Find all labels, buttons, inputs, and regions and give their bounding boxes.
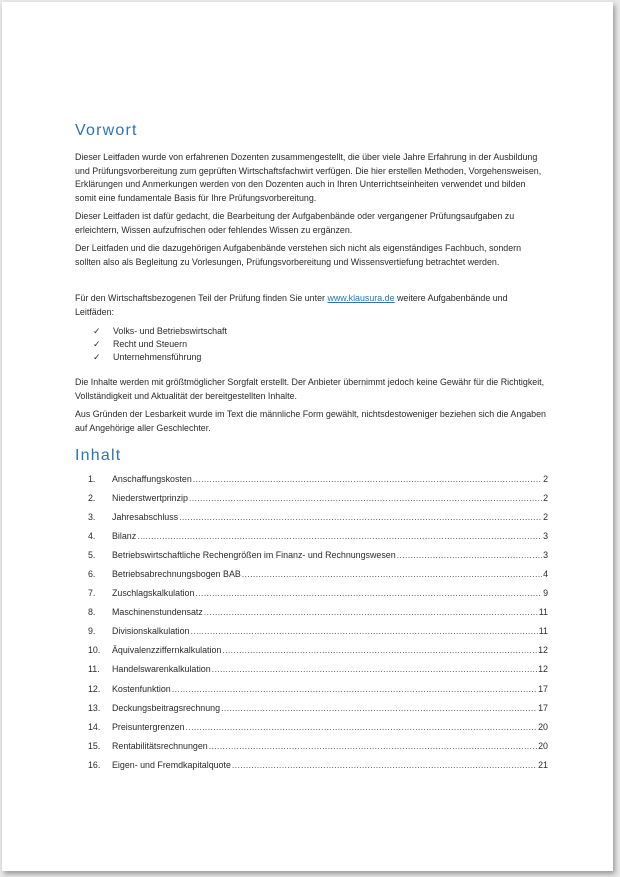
vorwort-heading: Vorwort — [75, 122, 138, 139]
toc-leader — [232, 756, 537, 775]
toc-page-number: 20 — [538, 740, 548, 751]
toc-number: 12. — [88, 683, 101, 694]
toc-leader — [172, 680, 537, 699]
vorwort-paragraph-1: Dieser Leitfaden wurde von erfahrenen Dozenten zusammengestellt, die über viele Jahre Erfahrung in der Ausbildung und Prüfungsvorbereitung zum geprüften Wirtschaftsfachwirt verfügen. Die hier erstellen Methoden, Vorgehensweisen, Erklärungen und Anmerkungen werden von den Dozenten auch in Ihren Unterrichtseinheiten verwendet und bilden somit eine fundamentale Basis für Ihre Prüfungsvorbereitung. — [75, 152, 542, 203]
toc-number: 2. — [88, 493, 96, 504]
toc-title: Divisionskalkulation — [112, 626, 190, 637]
toc-number: 8. — [88, 607, 96, 618]
toc-leader — [242, 565, 542, 584]
toc-entry[interactable] — [75, 699, 548, 718]
toc-title: Handelswarenkalkulation — [112, 664, 211, 675]
toc-entry[interactable] — [75, 565, 548, 584]
toc-entry[interactable] — [75, 641, 548, 660]
toc-page-number: 3 — [543, 550, 548, 561]
toc-title: Betriebswirtschaftliche Rechengrößen im Finanz- und Rechnungswesen — [112, 550, 396, 561]
toc-page-number: 9 — [543, 588, 548, 599]
gender-note-paragraph: Aus Gründen der Lesbarkeit wurde im Text die männliche Form gewählt, nichtsdestoweniger beziehen sich die Angaben auf Angehörige aller Geschlechter. — [75, 409, 546, 433]
toc-number: 3. — [88, 512, 96, 523]
toc-page-number: 2 — [543, 512, 548, 523]
checklist — [75, 325, 548, 364]
disclaimer-paragraph: Die Inhalte werden mit größtmöglicher Sorgfalt erstellt. Der Anbieter übernimmt jedoch keine Gewähr für die Richtigkeit, Vollständigkeit und Aktualität der bereitgestellten Inhalte. — [75, 377, 545, 401]
toc-leader — [222, 641, 537, 660]
list-item-label: Recht und Steuern — [113, 339, 188, 349]
toc-page-number: 11 — [538, 607, 548, 618]
toc-number: 10. — [88, 645, 101, 656]
toc-page-number: 2 — [543, 493, 548, 504]
toc-title: Maschinenstundensatz — [112, 607, 203, 618]
toc-number: 7. — [88, 588, 96, 599]
toc-number: 15. — [88, 740, 101, 751]
toc-leader — [221, 699, 537, 718]
toc-leader — [189, 489, 542, 508]
toc-entry[interactable] — [75, 718, 548, 737]
link-paragraph — [75, 292, 548, 319]
toc-title: Äquivalenzziffernkalkulation — [112, 645, 222, 656]
list-item — [75, 338, 548, 351]
toc-number: 16. — [88, 759, 101, 770]
toc-page-number: 20 — [538, 721, 548, 732]
toc-title: Kostenfunktion — [112, 683, 171, 694]
toc-title: Betriebsabrechnungsbogen BAB — [112, 569, 241, 580]
toc-leader — [195, 584, 542, 603]
inhalt-heading: Inhalt — [75, 447, 122, 464]
toc-entry[interactable] — [75, 584, 548, 603]
toc-number: 9. — [88, 626, 96, 637]
toc-title: Bilanz — [112, 531, 137, 542]
checkmark-icon: ✓ — [93, 352, 101, 362]
toc-entry[interactable] — [75, 756, 548, 775]
page-content — [75, 120, 548, 775]
toc-number: 1. — [88, 474, 96, 484]
link-sentence-before: Für den Wirtschaftsbezogenen Teil der Prüfung finden Sie unter — [75, 293, 328, 303]
toc-page-number: 3 — [543, 531, 548, 542]
toc-page-number: 17 — [538, 702, 548, 713]
toc-title: Eigen- und Fremdkapitalquote — [112, 759, 231, 770]
toc-page-number: 4 — [543, 569, 548, 580]
toc-title: Anschaffungskosten — [112, 474, 192, 484]
document-page — [2, 2, 613, 871]
toc-entry[interactable] — [75, 470, 548, 489]
toc-entry[interactable] — [75, 603, 548, 622]
toc-title: Jahresabschluss — [112, 512, 179, 523]
toc-page-number: 12 — [538, 664, 548, 675]
toc-number: 6. — [88, 569, 96, 580]
toc-entry[interactable] — [75, 489, 548, 508]
toc-number: 5. — [88, 550, 96, 561]
toc-entry[interactable] — [75, 527, 548, 546]
toc-number: 11. — [88, 664, 100, 675]
toc-title: Preisuntergrenzen — [112, 721, 185, 732]
toc-page-number: 17 — [538, 683, 548, 694]
list-item — [75, 325, 548, 338]
toc-number: 13. — [88, 702, 101, 713]
toc-page-number: 12 — [538, 645, 548, 656]
vorwort-paragraph-3: Der Leitfaden und die dazugehörigen Aufgabenbände verstehen sich nicht als eigenständiges Fachbuch, sondern sollten also als Begleitung zu Vorlesungen, Prüfungsvorbereitung und Wissensvertiefung betrachtet werden. — [75, 243, 522, 267]
toc-page-number: 11 — [538, 626, 548, 637]
toc-leader — [193, 470, 542, 489]
toc-leader — [190, 622, 537, 641]
list-item-label: Unternehmensführung — [113, 352, 202, 362]
checkmark-icon: ✓ — [93, 326, 101, 336]
toc-title: Rentabilitätsrechnungen — [112, 740, 208, 751]
toc-leader — [212, 660, 537, 679]
klausura-link[interactable]: www.klausura.de — [327, 293, 395, 303]
toc-entry[interactable] — [75, 546, 548, 565]
toc-page-number: 21 — [538, 759, 548, 770]
toc-entry[interactable] — [75, 622, 548, 641]
toc-title: Niederstwertprinzip — [112, 493, 188, 504]
toc-leader — [179, 508, 542, 527]
list-item — [75, 351, 548, 364]
toc-number: 4. — [88, 531, 96, 542]
list-item-label: Volks- und Betriebswirtschaft — [113, 326, 227, 336]
toc-leader — [209, 737, 537, 756]
checkmark-icon: ✓ — [93, 339, 101, 349]
toc-leader — [137, 527, 542, 546]
toc-title: Deckungsbeitragsrechnung — [112, 702, 221, 713]
table-of-contents — [75, 470, 548, 775]
toc-entry[interactable] — [75, 660, 548, 679]
link-sentence-after: weitere Aufgabenbände und Leitfäden: — [75, 293, 508, 317]
toc-leader — [204, 603, 538, 622]
toc-title: Zuschlagskalkulation — [112, 588, 195, 599]
toc-leader — [397, 546, 542, 565]
vorwort-paragraph-2: Dieser Leitfaden ist dafür gedacht, die Bearbeitung der Aufgabenbände oder vergangener Prüfungsaufgaben zu erleichtern, Wissen aufzufrischen oder fehlendes Wissen zu ergänzen. — [75, 211, 515, 235]
toc-number: 14. — [88, 721, 101, 732]
toc-entry[interactable] — [75, 508, 548, 527]
toc-page-number: 2 — [543, 474, 548, 484]
toc-entry[interactable] — [75, 680, 548, 699]
toc-leader — [186, 718, 538, 737]
toc-entry[interactable] — [75, 737, 548, 756]
